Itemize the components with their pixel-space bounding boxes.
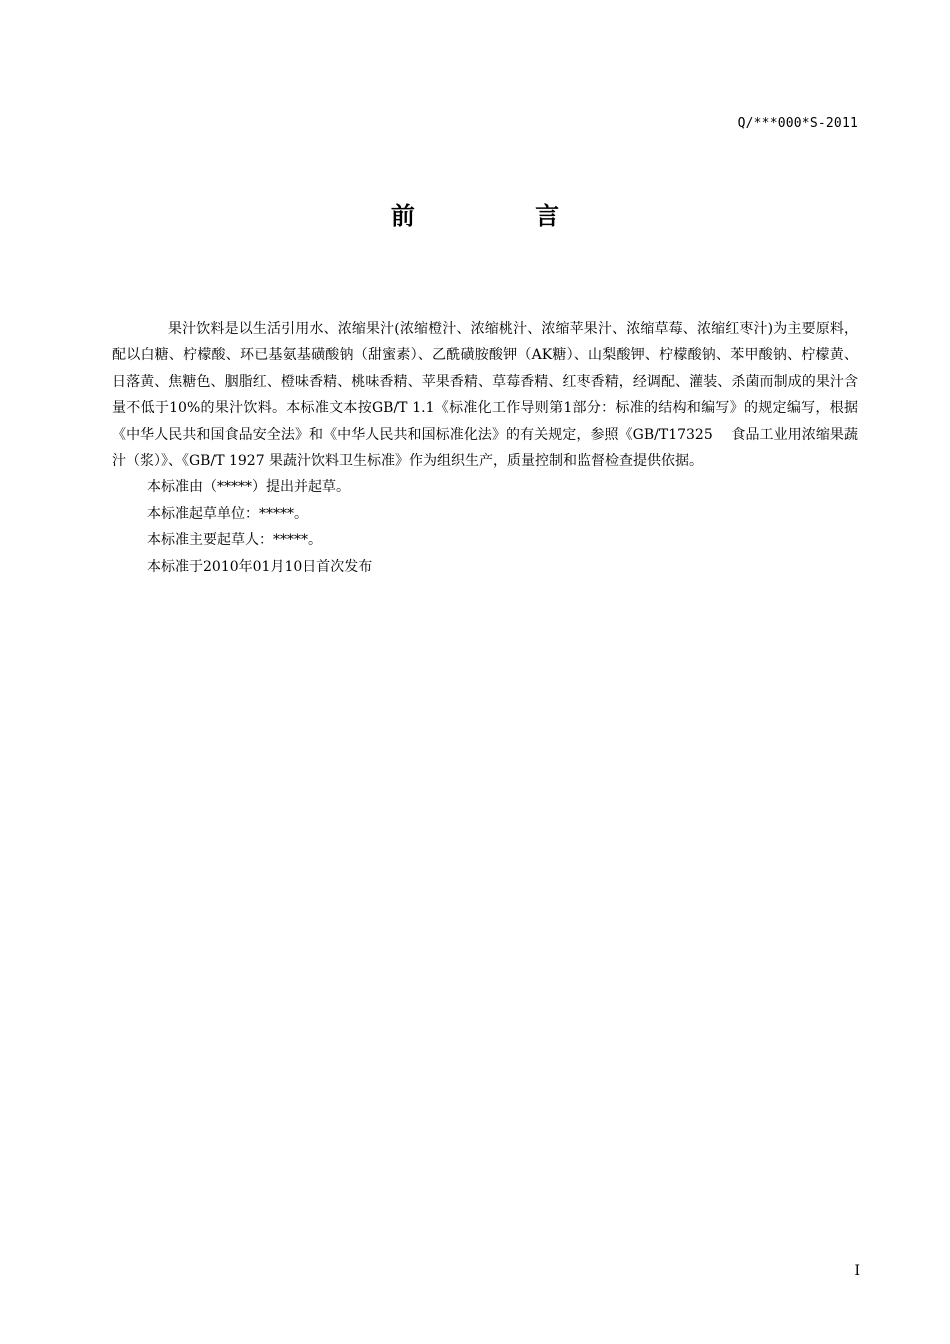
document-body: [112, 316, 858, 580]
main-paragraph: 果汁饮料是以生活引用水、浓缩果汁(浓缩橙汁、浓缩桃汁、浓缩苹果汁、浓缩草莓、浓缩红枣汁)为主要原料，配以白糖、柠檬酸、环已基氨基磺酸钠（甜蜜素）、乙酰磺胺酸钾（AK糖）、山梨酸钾、柠檬酸钠、苯甲酸钠、柠檬黄、日落黄、焦糖色、胭脂红、橙味香精、桃味香精、苹果香精、草莓香精、红枣香精，经调配、灌装、杀菌而制成的果汁含量不低于10%的果汁饮料。本标准文本按GB/T 1.1《标准化工作导则第1部分：标准的结构和编写》的规定编写，根据《中华人民共和国食品安全法》和《中华人民共和国标准化法》的有关规定，参照《GB/T17325 食品工业用浓缩果蔬汁（浆）》、《GB/T 1927 果蔬汁饮料卫生标准》作为组织生产，质量控制和监督检查提供依据。: [112, 321, 858, 470]
proposer-line: 本标准由（*****）提出并起草。: [147, 479, 350, 496]
release-date-line: 本标准于2010年01月10日首次发布: [147, 558, 373, 575]
page-number: I: [854, 1263, 860, 1279]
drafting-unit-line: 本标准起草单位：*****。: [147, 505, 308, 522]
document-code: Q/***000*S-2011: [737, 116, 858, 131]
main-drafter-line: 本标准主要起草人：*****。: [147, 532, 322, 549]
page-title: 前 言: [390, 202, 616, 230]
